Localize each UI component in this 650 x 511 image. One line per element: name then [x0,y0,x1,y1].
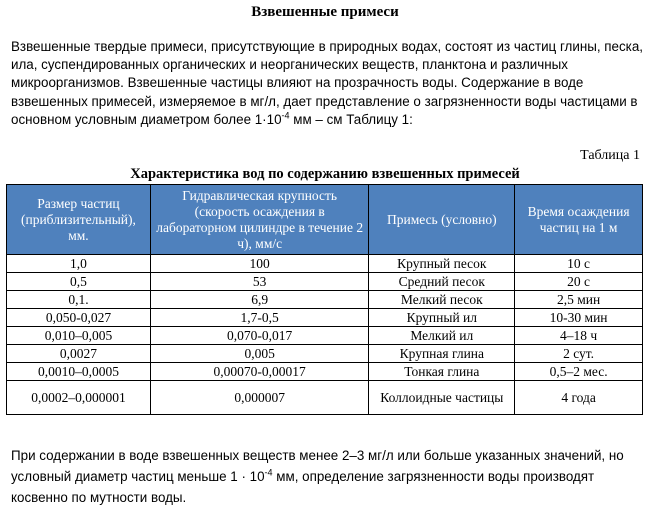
table-title: Характеристика вод по содержанию взвешенных примесей [130,166,520,182]
table-row [7,345,643,363]
cell-time: 20 с [515,273,643,291]
table-row [7,381,643,415]
cell-velocity: 6,9 [150,291,369,309]
cell-time: 10 с [515,255,643,273]
intro-text: Взвешенные твердые примеси, присутствующие в природных водах, состоят из частиц глины, песка, ила, суспендированных органических и неорганических веществ, планктона и различных микроорганизмов. Взвешенные частицы влияют на прозрачность воды. Содержание в воде взвешенных примесей, измеряемое в мг/л, дает представление о загрязненности воды частицами в основном условным диаметром более 1·10 [11,39,644,127]
cell-impurity: Крупная глина [369,345,515,363]
closing-paragraph [11,445,643,508]
cell-time: 4 года [515,381,643,415]
cell-time: 0,5–2 мес. [515,363,643,381]
suspended-particles-table [6,184,643,415]
cell-velocity: 0,000007 [150,381,369,415]
closing-text: При содержании в воде взвешенных веществ менее 2–3 мг/л или больше указанных значений, но условный диаметр частиц меньше 1 · 10 [11,448,624,484]
cell-impurity: Мелкий ил [369,327,515,345]
intro-paragraph [11,38,643,129]
table-row [7,363,643,381]
table-row [7,291,643,309]
cell-size: 0,1. [7,291,151,309]
cell-velocity: 1,7-0,5 [150,309,369,327]
cell-impurity: Мелкий песок [369,291,515,309]
header-impurity: Примесь (условно) [369,185,515,255]
table-row [7,273,643,291]
cell-velocity: 0,00070-0,00017 [150,363,369,381]
document-title: Взвешенные примеси [251,4,399,20]
cell-velocity: 0,070-0,017 [150,327,369,345]
cell-time: 2,5 мин [515,291,643,309]
cell-impurity: Крупный песок [369,255,515,273]
header-settling-velocity: Гидравлическая крупность (скорость осаждения в лабораторном цилиндре в течение 2 ч), мм/с [150,185,369,255]
closing-exponent: -4 [264,467,273,478]
cell-size: 0,5 [7,273,151,291]
cell-velocity: 53 [150,273,369,291]
cell-velocity: 100 [150,255,369,273]
cell-size: 0,0002–0,000001 [7,381,151,415]
cell-time: 10-30 мин [515,309,643,327]
header-settling-time: Время осаждения частиц на 1 м [515,185,643,255]
table-caption: Таблица 1 [580,148,640,163]
cell-impurity: Средний песок [369,273,515,291]
cell-size: 0,0010–0,0005 [7,363,151,381]
cell-time: 4–18 ч [515,327,643,345]
intro-tail: мм – см Таблицу 1: [289,111,413,127]
cell-time: 2 сут. [515,345,643,363]
closing-tail: мм, определение загрязненности воды производят косвенно по мутности воды. [11,469,595,505]
table-row [7,255,643,273]
cell-velocity: 0,005 [150,345,369,363]
cell-size: 0,010–0,005 [7,327,151,345]
intro-exponent: -4 [281,110,290,121]
cell-size: 1,0 [7,255,151,273]
table-row [7,327,643,345]
cell-size: 0,0027 [7,345,151,363]
cell-impurity: Коллоидные частицы [369,381,515,415]
header-particle-size: Размер частиц (приблизительный), мм. [7,185,151,255]
cell-impurity: Крупный ил [369,309,515,327]
cell-impurity: Тонкая глина [369,363,515,381]
cell-size: 0,050-0,027 [7,309,151,327]
table-row [7,309,643,327]
